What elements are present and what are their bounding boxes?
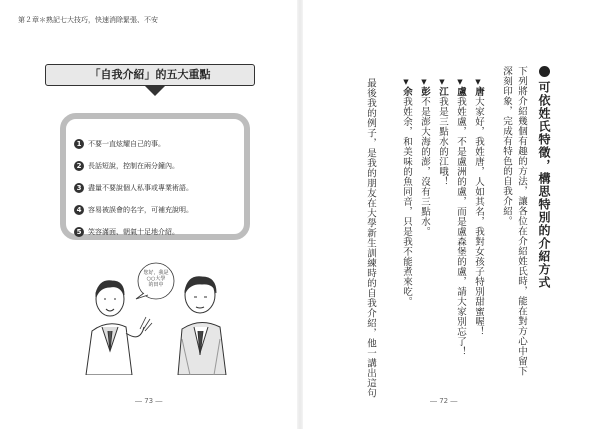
number-badge-icon: 1 [74,139,84,149]
example-line [418,78,430,237]
example-name: 盧 [455,86,466,97]
heading-bullet-icon [539,66,550,77]
number-badge-icon: 5 [74,227,84,237]
example-line [400,78,412,307]
businessmen-illustration [78,247,258,375]
example-name: 彭 [419,86,430,97]
example-text: 我姓余，和美味的魚同音，只是我不能煮來吃。 [401,96,412,307]
key-point-item [74,155,236,177]
example-name: 江 [437,86,448,97]
key-point-text: 長話短說，控制在兩分鐘內。 [88,162,179,170]
speech-bubble-text [140,270,172,288]
key-point-item [74,199,236,221]
closing-line: 最後我的例子，是我的朋友在大學新生訓練時的自我介紹，他一講出這句 [365,78,376,398]
number-badge-icon: 2 [74,161,84,171]
example-text: 我姓盧，不是盧洲的盧，而是盧森堡的盧，請大家別忘了！ [455,96,466,357]
bubble-line: 您好，我是 [143,270,169,276]
page-number-right: ― 72 ― [430,397,458,405]
triangle-bullet-icon: ▼ [474,78,482,87]
bubble-line: ○○大學 [146,276,166,282]
example-name: 唐 [473,86,484,97]
section-heading [538,66,550,289]
triangle-bullet-icon: ▼ [420,78,428,87]
right-man-figure [178,277,226,375]
running-head: 第２章＊熟記七大技巧，快速消除緊張、不安 [18,16,158,24]
intro-line: 下列將介紹幾個有趣的方法，讓各位在介紹姓氏時，能在對方心中留下 [516,66,527,376]
number-badge-icon: 4 [74,205,84,215]
example-line [436,78,448,187]
key-point-item [74,177,236,199]
bubble-line: 的田中 [148,282,164,288]
page-number-left: ― 73 ― [135,397,163,405]
triangle-bullet-icon: ▼ [402,78,410,87]
key-points-title: 「自我介紹」的五大重點 [45,64,255,86]
triangle-bullet-icon: ▼ [456,78,464,87]
title-pointer-arrow [145,86,165,96]
key-point-text: 盡量不要說個人私事或專業術語。 [88,184,193,192]
heading-text: 可依姓氏特徵，構思特別的介紹方式 [537,81,551,289]
key-points-box [60,113,250,240]
example-text: 不是澎大海的澎，沒有三點水。 [419,96,430,237]
key-point-item [74,221,236,243]
intro-line: 深刻印象，完成有特色的自我介紹。 [501,66,512,226]
example-name: 余 [401,86,412,97]
book-gutter [297,0,303,429]
number-badge-icon: 3 [74,183,84,193]
example-line [454,78,466,357]
key-point-text: 容易被誤會的名字，可補充說明。 [88,206,193,214]
example-text: 大家好，我姓唐，人如其名，我對女孩子特別甜蜜喔！ [473,96,484,337]
key-point-text: 笑容滿面、朝氣十足地介紹。 [88,228,179,236]
example-text: 我是三點水的江哦！ [437,96,448,187]
example-line [472,78,484,337]
key-point-item [74,133,236,155]
triangle-bullet-icon: ▼ [438,78,446,87]
key-point-text: 不要一直炫耀自己的事。 [88,140,165,148]
